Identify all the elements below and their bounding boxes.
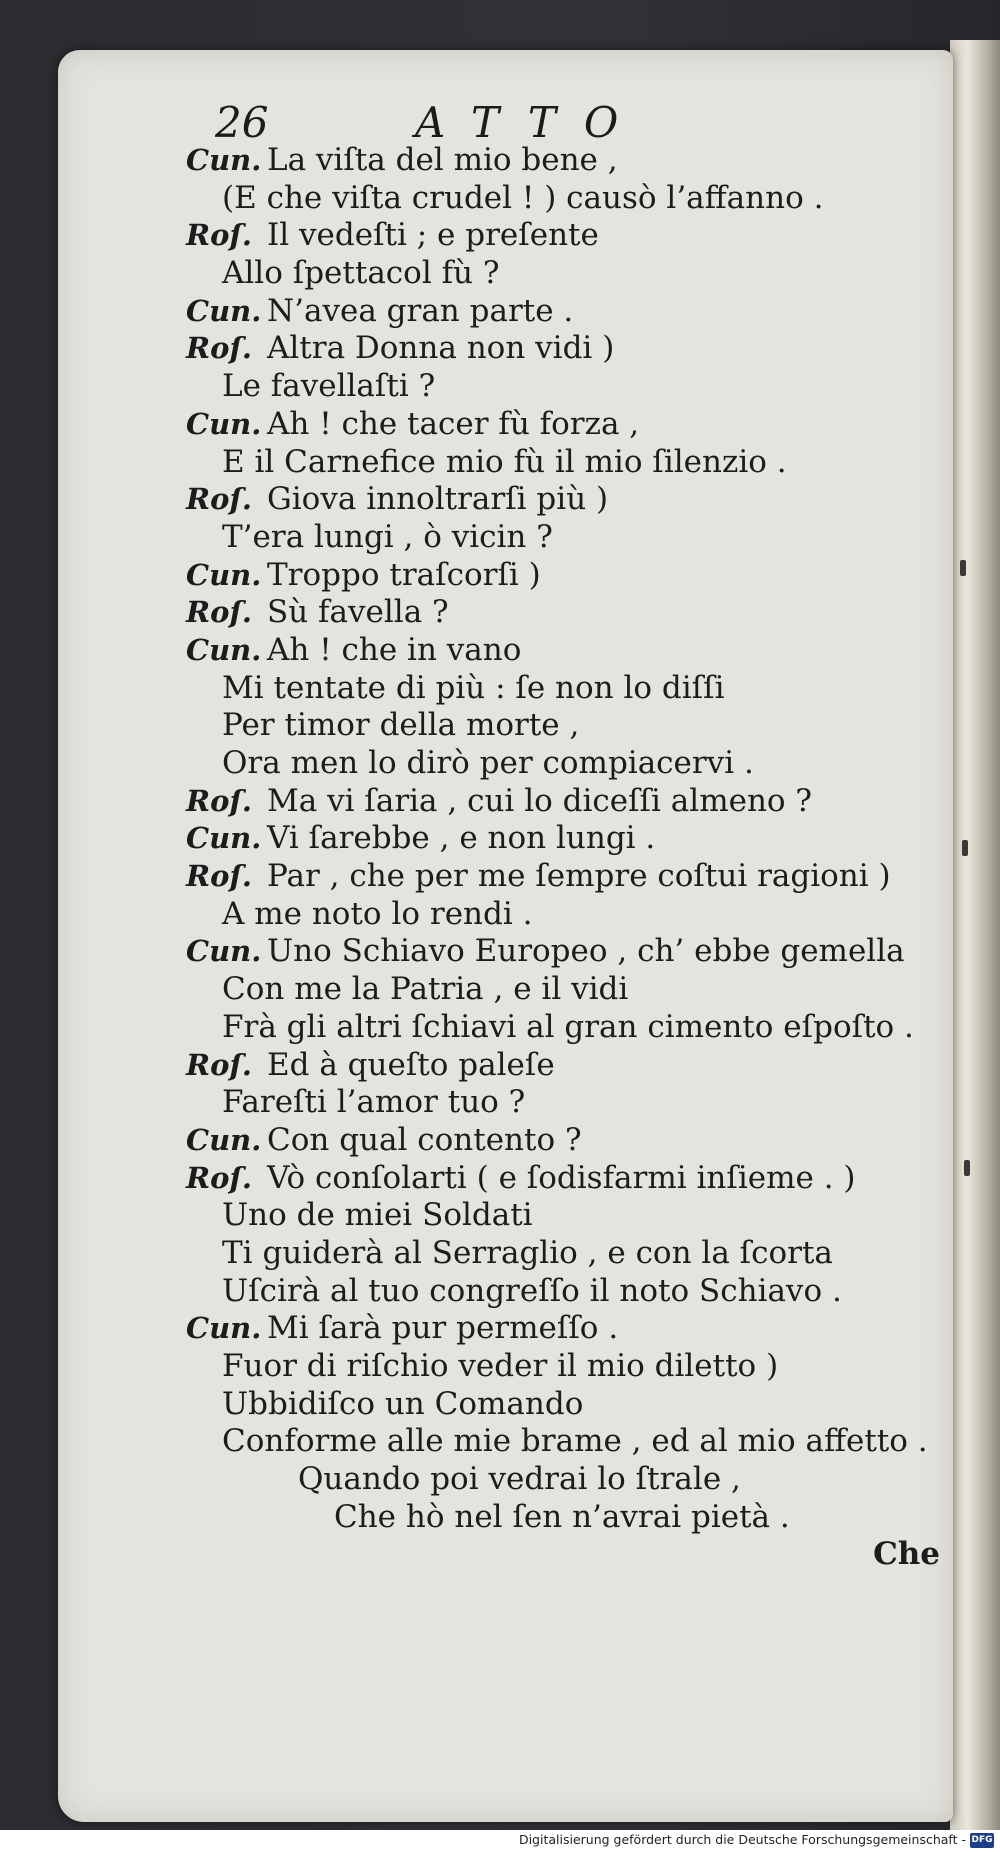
text-line [180,971,940,1009]
speaker-label: Roſ. [186,482,253,517]
speaker-label: Roſ. [186,595,253,630]
text-line [180,933,940,971]
text-line [180,1122,940,1160]
speaker-label: Cun. [186,934,262,969]
verse-text: Uſcirà al tuo congreſſo il noto Schiavo . [222,1272,842,1309]
footer-bar [0,1830,1000,1852]
text-line [180,293,940,331]
text-line [180,1235,940,1273]
verse-text: Ma vi ſaria , cui lo diceſſi almeno ? [267,782,813,819]
verse-text: Uno de miei Soldati [222,1197,533,1234]
page-number: 26 [215,98,269,147]
text-line [180,820,940,858]
speaker-label: Cun. [186,557,262,592]
verse-text: Mi ſarà pur permeſſo . [267,1310,619,1347]
text-line [180,481,940,519]
speaker-label: Cun. [186,821,262,856]
text-line [180,1348,940,1386]
speaker-label: Roſ. [186,1047,253,1082]
verse-text: Quando poi vedrai lo ſtrale , [298,1461,741,1498]
verse-text: Per timor della morte , [222,707,580,744]
speaker-label: Roſ. [186,783,253,818]
speaker-label: Cun. [186,406,262,441]
text-line [180,1084,940,1122]
text-line [180,519,940,557]
book-binding-edge [950,40,1000,1830]
verse-text: Le favellaſti ? [222,368,436,405]
text-line [180,1197,940,1235]
text-line [180,594,940,632]
binding-mark [962,840,968,856]
verse-text: Che hò nel ſen n’avrai pietà . [334,1498,790,1535]
text-line [180,783,940,821]
verse-text: Altra Donna non vidi ) [267,330,615,367]
speaker-label: Cun. [186,293,262,328]
verse-text: A me noto lo rendi . [222,895,533,932]
verse-text: Con qual contento ? [267,1121,582,1158]
text-line [180,142,940,180]
verse-text: Par , che per me ſempre coſtui ragioni ) [267,858,891,895]
text-line [180,1047,940,1085]
verse-text: Sù favella ? [267,594,449,631]
speaker-label: Roſ. [186,1160,253,1195]
text-line [180,1423,940,1461]
verse-text: Allo ſpettacol fù ? [222,255,500,292]
verse-text: Troppo traſcorſi ) [267,556,541,593]
text-line [180,1310,940,1348]
verse-text: Ah ! che in vano [267,631,522,668]
verse-text: Ti guiderà al Serraglio , e con la ſcorta [222,1234,833,1271]
speaker-label: Roſ. [186,218,253,253]
verse-text: E il Carnefice mio fù il mio ſilenzio . [222,443,787,480]
text-line [180,1009,940,1047]
speaker-label: Roſ. [186,331,253,366]
text-line [180,632,940,670]
verse-text: Vò conſolarti ( e ſodisfarmi inſieme . ) [267,1159,856,1196]
text-line [180,180,940,218]
text-line [180,444,940,482]
play-text [180,142,940,1574]
speaker-label: Cun. [186,1311,262,1346]
speaker-label: Cun. [186,143,262,177]
verse-text: Conforme alle mie brame , ed al mio affetto . [222,1423,928,1460]
verse-text: Ubbidiſco un Comando [222,1385,584,1422]
text-line [180,670,940,708]
text-line [180,368,940,406]
text-line [180,858,940,896]
text-line [180,1386,940,1424]
verse-text: Ah ! che tacer fù forza , [267,405,640,442]
dfg-logo: DFG [970,1833,994,1848]
verse-text: Ed à queſto paleſe [267,1046,555,1083]
binding-mark [964,1160,970,1176]
verse-text: (E che viſta crudel ! ) causò l’affanno . [222,179,824,216]
verse-text: Giova innoltrarſi più ) [267,481,609,518]
verse-text: N’avea gran parte . [267,292,574,329]
verse-text: Frà gli altri ſchiavi al gran cimento eſpoſto . [222,1008,914,1045]
text-line [180,255,940,293]
verse-text: Uno Schiavo Europeo , ch’ ebbe gemella [267,933,905,970]
text-line [180,406,940,444]
verse-text: Ora men lo dirò per compiacervi . [222,745,754,781]
verse-text: La viſta del mio bene , [267,142,618,178]
binding-mark [960,560,966,576]
speaker-label: Cun. [186,632,262,667]
catchword: Che [873,1536,940,1573]
text-line [180,1273,940,1311]
verse-text: Il vedeſti ; e preſente [267,217,599,254]
running-head: ATTO [415,98,647,147]
text-line [180,557,940,595]
text-line [180,217,940,255]
text-line [180,1499,940,1537]
verse-text: Fuor di riſchio veder il mio diletto ) [222,1348,779,1384]
verse-text: Vi ſarebbe , e non lungi . [267,820,656,857]
text-line [180,745,940,783]
speaker-label: Cun. [186,1122,262,1157]
verse-text: T’era lungi , ò vicin ? [222,518,553,555]
text-line [180,1160,940,1198]
text-line [180,707,940,745]
verse-text: Con me la Patria , e il vidi [222,971,629,1008]
text-line [180,1461,940,1499]
text-line [180,330,940,368]
catchword-line [180,1536,940,1574]
text-line [180,896,940,934]
speaker-label: Roſ. [186,859,253,894]
verse-text: Mi tentate di più : ſe non lo diſſi [222,669,725,706]
footer-credit: Digitalisierung gefördert durch die Deutsche Forschungsgemeinschaft - [518,1832,966,1847]
verse-text: Fareſti l’amor tuo ? [222,1084,526,1121]
